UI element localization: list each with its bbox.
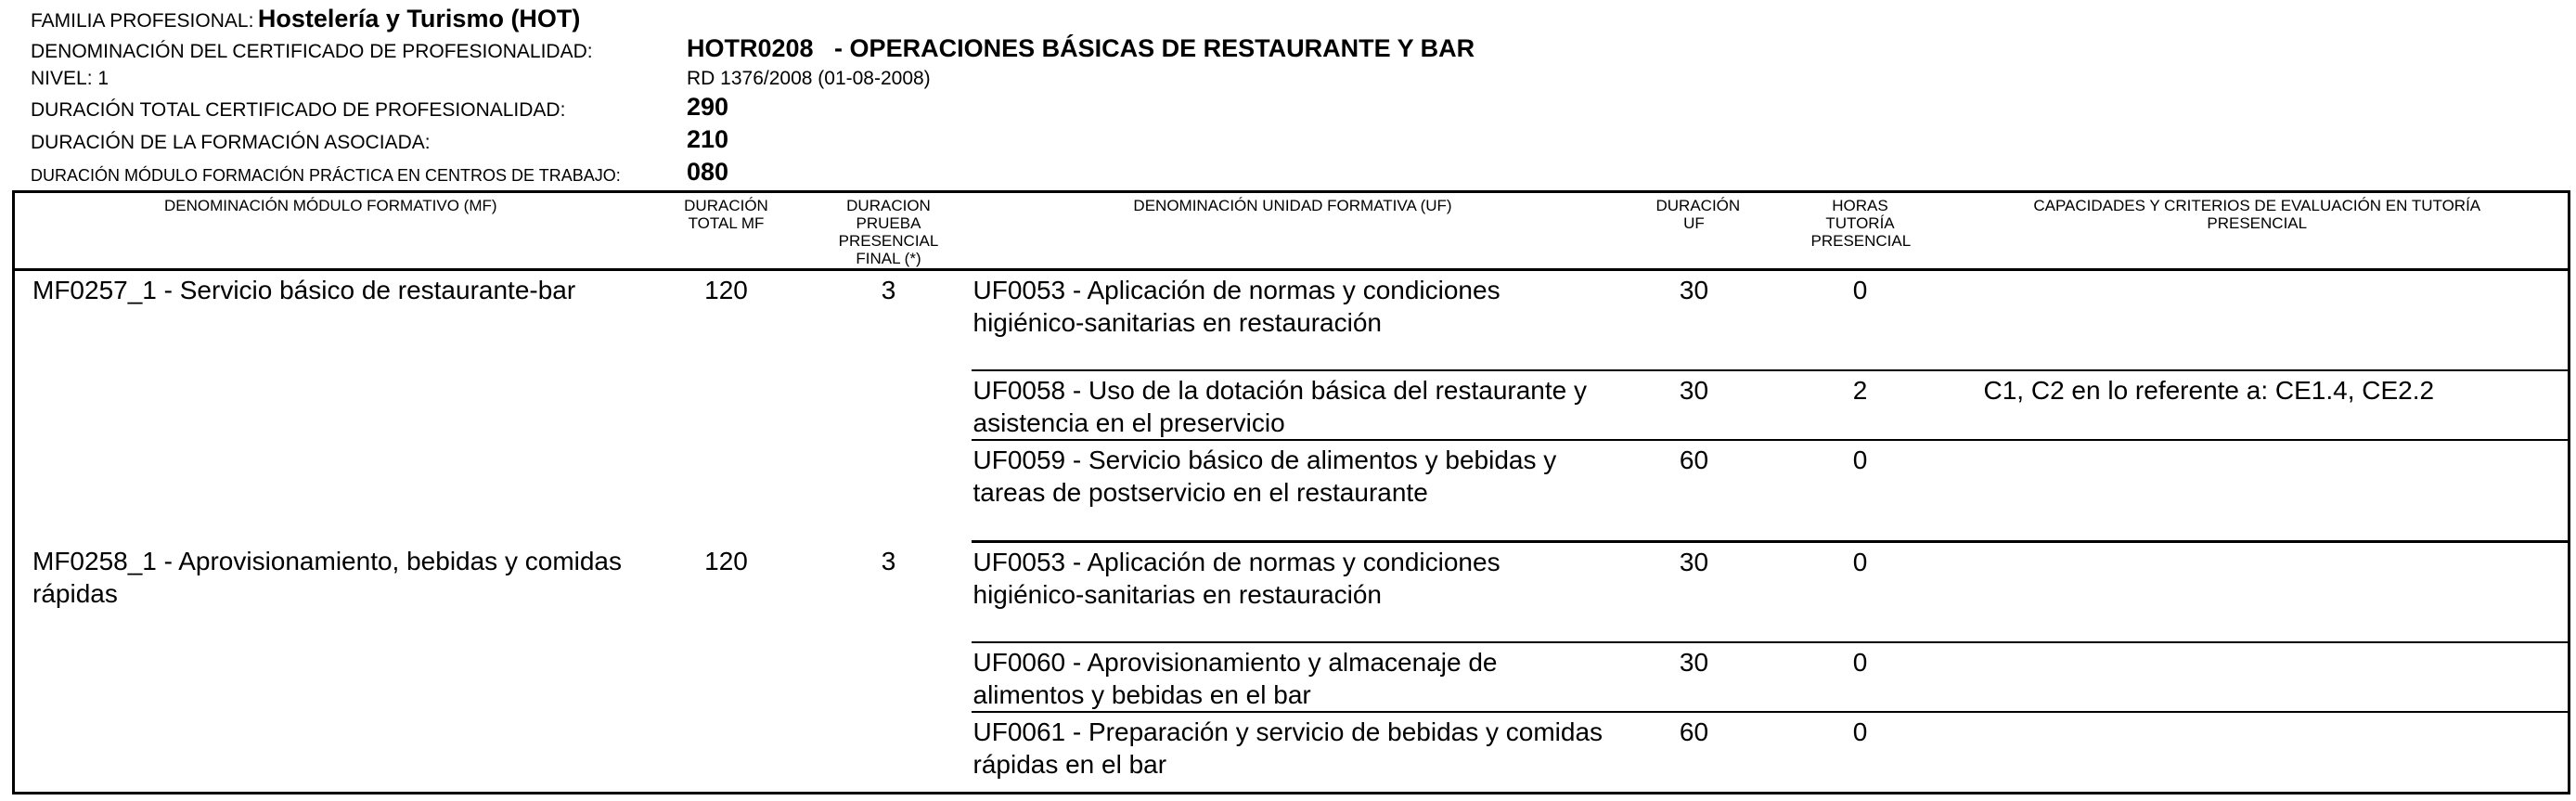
modules-table — [12, 190, 2570, 795]
familia-row — [31, 5, 580, 33]
uf-capacidades: C1, C2 en lo referente a: CE1.4, CE2.2 — [1947, 370, 2570, 440]
mf-duracion-prueba: 3 — [881, 546, 896, 575]
table-row — [14, 542, 2570, 642]
uf-horas-tutoria: 2 — [1774, 370, 1947, 440]
uf-horas-tutoria: 0 — [1852, 276, 1868, 304]
mf-duracion-total: 120 — [704, 546, 748, 575]
nivel-label: NIVEL: 1 — [31, 68, 109, 89]
uf-duracion: 30 — [1615, 370, 1774, 440]
mf-duracion-prueba: 3 — [881, 276, 896, 304]
uf-capacidades — [1947, 440, 2570, 542]
col-header-duracion-uf: DURACIÓN UF — [1615, 192, 1774, 270]
duracion-total-label: DURACIÓN TOTAL CERTIFICADO DE PROFESIONALIDAD: — [31, 99, 566, 121]
uf-cell: UF0058 - Uso de la dotación básica del restaurante y asistencia en el preservicio — [972, 370, 1615, 440]
table-header-row — [14, 192, 2570, 270]
uf-cell: UF0060 - Aprovisionamiento y almacenaje de alimentos y bebidas en el bar — [972, 642, 1615, 712]
mf-cell: MF0257_1 - Servicio básico de restaurante-bar — [32, 276, 576, 304]
duracion-formacion-label: DURACIÓN DE LA FORMACIÓN ASOCIADA: — [31, 132, 431, 153]
col-header-mf: DENOMINACIÓN MÓDULO FORMATIVO (MF) — [14, 192, 647, 270]
duracion-practica-value: 080 — [687, 158, 729, 186]
uf-duracion: 30 — [1615, 642, 1774, 712]
uf-duracion: 60 — [1615, 440, 1774, 542]
uf-horas-tutoria: 0 — [1774, 642, 1947, 712]
uf-duracion: 60 — [1615, 712, 1774, 794]
uf-horas-tutoria: 0 — [1852, 548, 1868, 576]
uf-capacidades — [1947, 712, 2570, 794]
col-header-duracion-total: DURACIÓN TOTAL MF — [647, 192, 806, 270]
uf-capacidades — [1947, 642, 2570, 712]
duracion-total-value: 290 — [687, 93, 729, 121]
uf-horas-tutoria: 0 — [1774, 440, 1947, 542]
uf-capacidades — [1947, 542, 2570, 642]
col-header-capacidades: CAPACIDADES Y CRITERIOS DE EVALUACIÓN EN TUTORÍA PRESENCIAL — [1947, 192, 2570, 270]
uf-cell: UF0053 - Aplicación de normas y condiciones higiénico-sanitarias en restauración — [972, 276, 1501, 337]
table-row — [14, 270, 2570, 370]
uf-horas-tutoria: 0 — [1774, 712, 1947, 794]
certificado-title: HOTR0208 - OPERACIONES BÁSICAS DE RESTAURANTE Y BAR — [687, 34, 1475, 62]
col-header-duracion-prueba: DURACION PRUEBA PRESENCIAL FINAL (*) — [806, 192, 972, 270]
uf-capacidades — [1947, 270, 2570, 370]
rd-value: RD 1376/2008 (01-08-2008) — [687, 68, 931, 89]
uf-duracion: 30 — [1679, 548, 1709, 576]
col-header-uf: DENOMINACIÓN UNIDAD FORMATIVA (UF) — [972, 192, 1615, 270]
denominacion-label: DENOMINACIÓN DEL CERTIFICADO DE PROFESIONALIDAD: — [31, 41, 593, 62]
duracion-practica-label: DURACIÓN MÓDULO FORMACIÓN PRÁCTICA EN CENTROS DE TRABAJO: — [31, 166, 621, 185]
col-header-horas-tutoria: HORAS TUTORÍA PRESENCIAL — [1774, 192, 1947, 270]
uf-cell: UF0053 - Aplicación de normas y condiciones higiénico-sanitarias en restauración — [972, 548, 1501, 609]
uf-duracion: 30 — [1679, 276, 1709, 304]
familia-value: Hostelería y Turismo (HOT) — [257, 5, 581, 32]
mf-duracion-total: 120 — [704, 276, 748, 304]
mf-cell: MF0258_1 - Aprovisionamiento, bebidas y comidas rápidas — [32, 546, 623, 608]
familia-label: FAMILIA PROFESIONAL: — [31, 10, 254, 32]
uf-cell: UF0059 - Servicio básico de alimentos y bebidas y tareas de postservicio en el restaurante — [972, 440, 1615, 542]
duracion-formacion-value: 210 — [687, 125, 729, 153]
uf-cell: UF0061 - Preparación y servicio de bebidas y comidas rápidas en el bar — [972, 712, 1615, 794]
